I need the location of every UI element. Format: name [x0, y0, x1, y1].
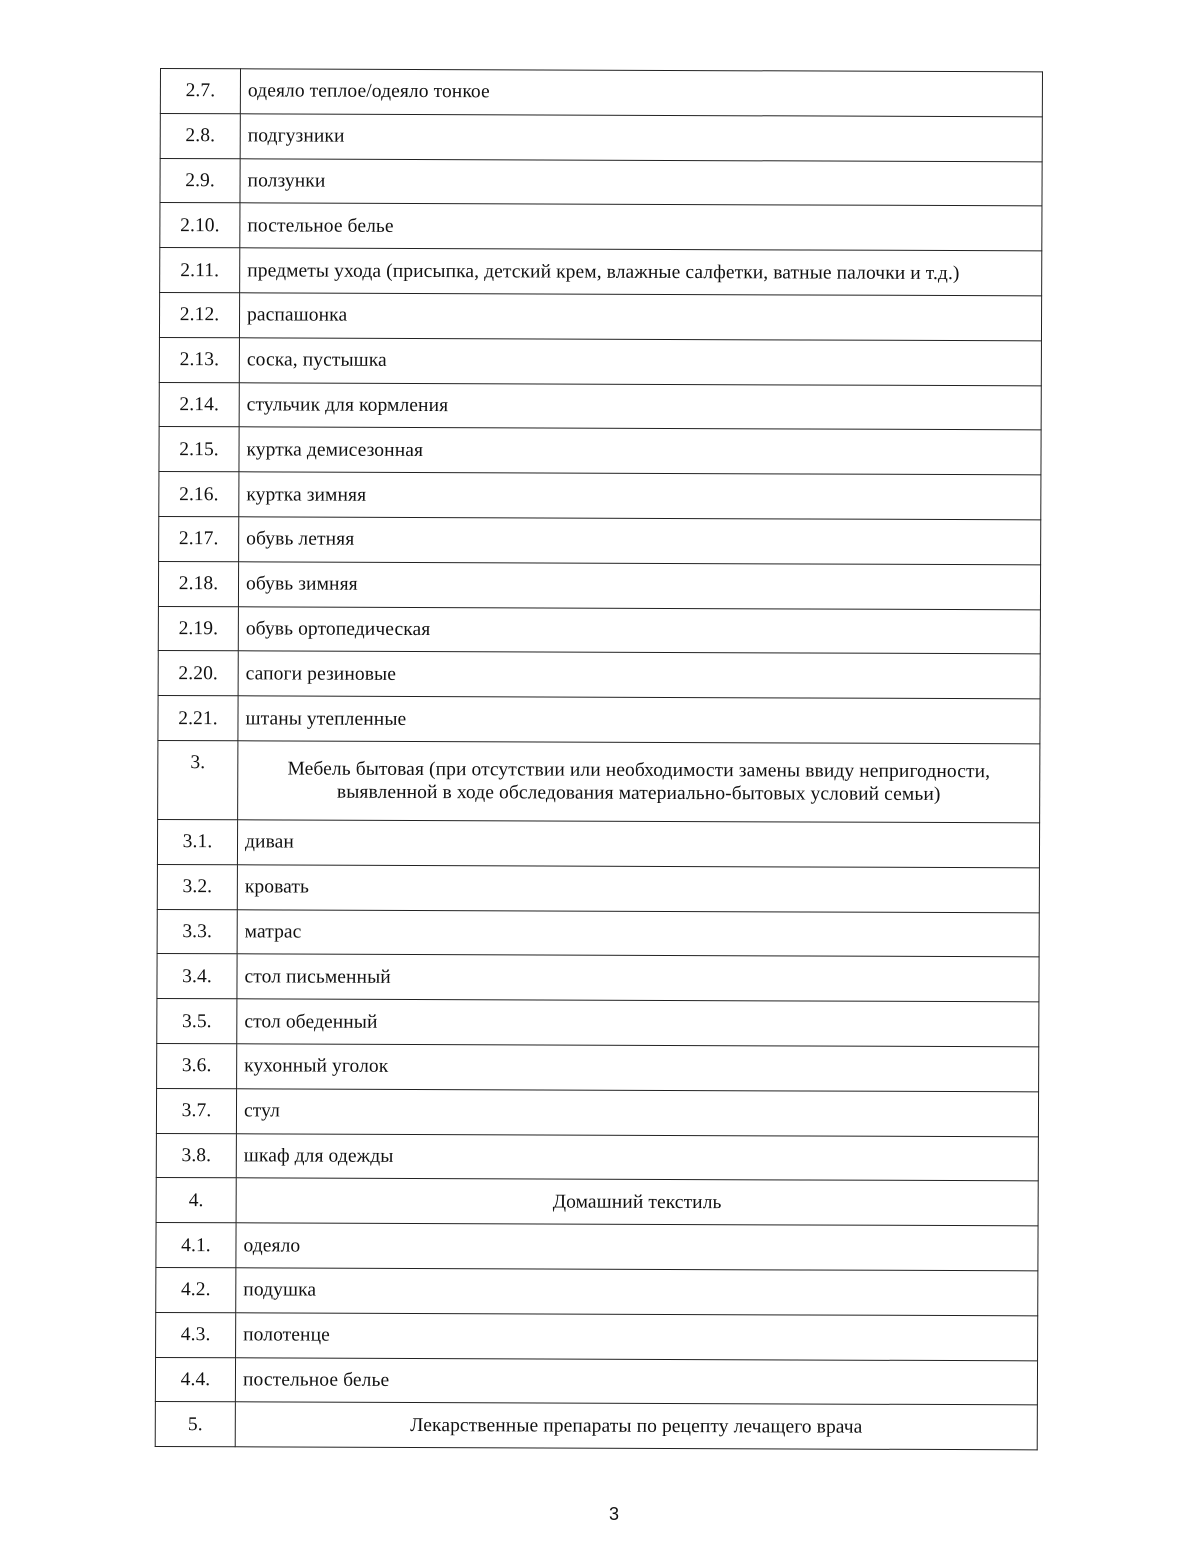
table-row — [156, 1133, 1038, 1181]
table-row — [157, 864, 1039, 912]
table-row — [156, 1312, 1038, 1360]
item-number: 2.20. — [158, 651, 238, 696]
item-number: 3.1. — [157, 819, 237, 864]
section-heading: Домашний текстиль — [236, 1178, 1038, 1226]
item-number: 2.16. — [159, 472, 239, 517]
table-row — [159, 382, 1041, 430]
section-number: 5. — [155, 1402, 235, 1447]
item-number: 4.2. — [156, 1267, 236, 1312]
item-number: 2.12. — [159, 292, 239, 337]
item-text: кровать — [237, 865, 1039, 913]
item-text: стол обеденный — [237, 999, 1039, 1047]
item-number: 4.3. — [156, 1312, 236, 1357]
item-text: подгузники — [240, 114, 1042, 162]
item-number: 4.4. — [155, 1357, 235, 1402]
item-number: 2.14. — [159, 382, 239, 427]
item-number: 3.5. — [157, 999, 237, 1044]
table-row — [156, 1088, 1038, 1136]
item-number: 2.18. — [158, 561, 238, 606]
table-row — [158, 606, 1040, 654]
item-number: 2.15. — [159, 427, 239, 472]
item-number: 3.2. — [157, 864, 237, 909]
item-text: обувь зимняя — [238, 562, 1040, 610]
item-number: 2.19. — [158, 606, 238, 651]
item-number: 2.8. — [160, 113, 240, 158]
table-row — [158, 561, 1040, 609]
item-text: матрас — [237, 909, 1039, 957]
item-text: стол письменный — [237, 954, 1039, 1002]
item-number: 2.10. — [160, 203, 240, 248]
item-number: 2.11. — [160, 248, 240, 293]
item-text: стул — [236, 1089, 1038, 1137]
item-number: 2.9. — [160, 158, 240, 203]
section-row — [155, 1402, 1037, 1450]
table-row — [159, 337, 1041, 385]
item-text: обувь ортопедическая — [238, 606, 1040, 654]
item-number: 3.4. — [157, 954, 237, 999]
table-row — [159, 427, 1041, 475]
section-number: 4. — [156, 1178, 236, 1223]
table-row — [160, 69, 1042, 117]
page-number: 3 — [608, 1504, 619, 1524]
item-number: 2.17. — [159, 516, 239, 561]
table-row — [160, 203, 1042, 251]
item-text: диван — [237, 820, 1039, 868]
item-text: куртка зимняя — [239, 472, 1041, 520]
table-row — [160, 248, 1042, 296]
item-text: ползунки — [240, 158, 1042, 206]
item-text: постельное белье — [235, 1357, 1037, 1405]
item-text: постельное белье — [240, 203, 1042, 251]
item-text: кухонный уголок — [237, 1044, 1039, 1092]
section-row — [156, 1178, 1038, 1226]
table-row — [158, 651, 1040, 699]
item-text: шкаф для одежды — [236, 1133, 1038, 1181]
item-number: 3.3. — [157, 909, 237, 954]
item-text: одеяло теплое/одеяло тонкое — [240, 69, 1042, 117]
section-heading: Мебель бытовая (при отсутствии или необходимости замены ввиду непригодности, выявленной в ходе обследования материально-бытовых условий семьи) — [238, 741, 1040, 823]
item-text: куртка демисезонная — [239, 427, 1041, 475]
item-text: стульчик для кормления — [239, 382, 1041, 430]
table-row — [160, 113, 1042, 161]
table-row — [157, 1043, 1039, 1091]
table-row — [157, 909, 1039, 957]
table-row — [157, 954, 1039, 1002]
item-text: предметы ухода (присыпка, детский крем, влажные салфетки, ватные палочки и т.д.) — [240, 248, 1042, 296]
table-row — [157, 819, 1039, 867]
item-number: 2.13. — [159, 337, 239, 382]
section-heading: Лекарственные препараты по рецепту лечащего врача — [235, 1402, 1037, 1450]
item-text: соска, пустышка — [239, 338, 1041, 386]
item-text: распашонка — [239, 293, 1041, 341]
item-text: сапоги резиновые — [238, 651, 1040, 699]
table-row — [158, 696, 1040, 744]
item-text: обувь летняя — [239, 517, 1041, 565]
item-text: штаны утепленные — [238, 696, 1040, 744]
table-row — [155, 1357, 1037, 1405]
table-row — [156, 1267, 1038, 1315]
item-number: 2.7. — [160, 69, 240, 114]
table-row — [156, 1223, 1038, 1271]
item-number: 3.6. — [157, 1043, 237, 1088]
table-row — [159, 472, 1041, 520]
item-number: 2.21. — [158, 696, 238, 741]
item-text: полотенце — [236, 1313, 1038, 1361]
item-text: подушка — [236, 1268, 1038, 1316]
item-number: 3.7. — [156, 1088, 236, 1133]
table-row — [157, 999, 1039, 1047]
table-row — [159, 516, 1041, 564]
item-number: 4.1. — [156, 1223, 236, 1268]
table-row — [159, 292, 1041, 340]
item-number: 3.8. — [156, 1133, 236, 1178]
items-table — [155, 68, 1043, 1450]
section-row — [158, 740, 1040, 822]
section-number: 3. — [158, 740, 238, 819]
table-row — [160, 158, 1042, 206]
item-text: одеяло — [236, 1223, 1038, 1271]
